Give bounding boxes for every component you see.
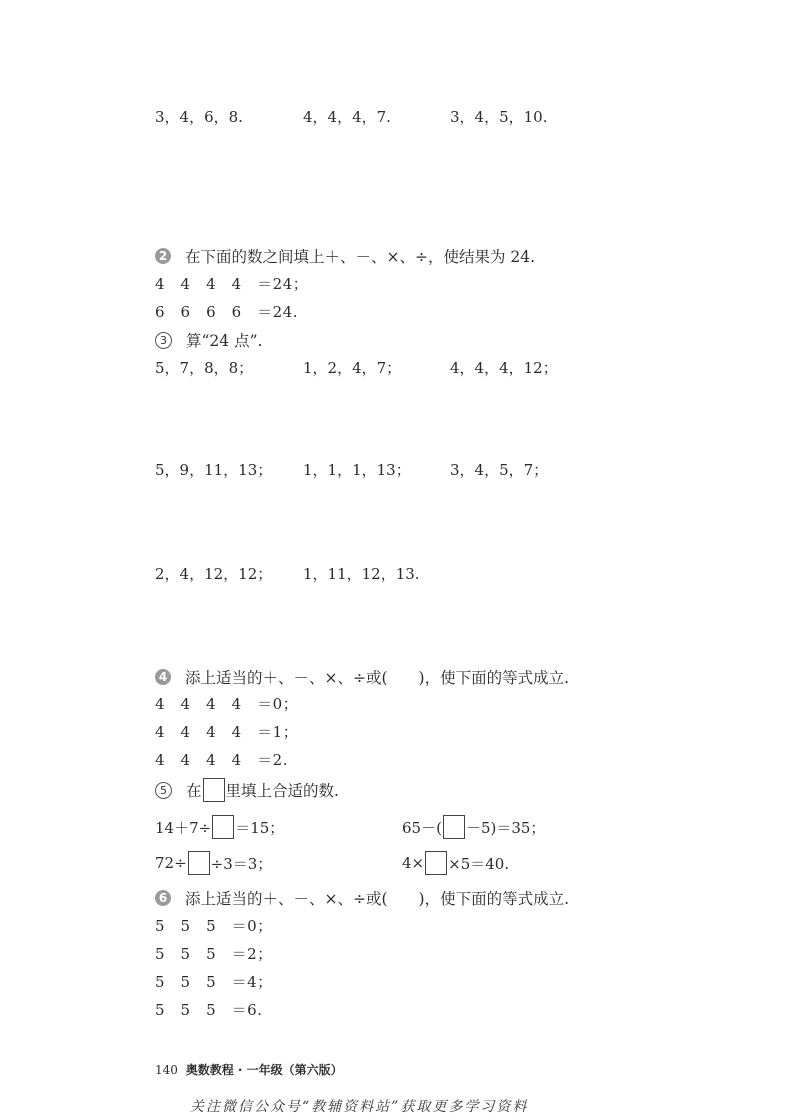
q5-equation-3	[155, 851, 272, 875]
eq2-answer-box[interactable]	[443, 815, 465, 839]
q3-set-5: 1，1，1，13；	[303, 461, 411, 479]
eq2-left: 65－(	[402, 818, 442, 837]
q4-row-2: 4 4 4 4 ＝1；	[155, 723, 299, 741]
q5-equation-4	[402, 851, 509, 875]
q6-row-4: 5 5 5 ＝6.	[155, 1001, 263, 1019]
q3-set-3: 4，4，4，12；	[450, 359, 558, 377]
q4-row-3: 4 4 4 4 ＝2.	[155, 751, 288, 769]
question-3-text: 算“24 点”.	[186, 332, 263, 350]
q2-row-1: 4 4 4 4 ＝24；	[155, 275, 309, 293]
question-5-pre: 在	[186, 782, 202, 800]
top-set-3: 3，4，5，10.	[450, 108, 548, 126]
q3-set-7: 2，4，12，12；	[155, 565, 273, 583]
eq4-left: 4×	[402, 854, 425, 872]
question-number-2: 2	[155, 248, 171, 264]
eq3-answer-box[interactable]	[188, 851, 210, 875]
q3-set-2: 1，2，4，7；	[303, 359, 402, 377]
q6-row-1: 5 5 5 ＝0；	[155, 917, 273, 935]
watermark-text: 关注微信公众号“教辅资料站”获取更多学习资料	[190, 1099, 529, 1115]
q3-set-4: 5，9，11，13；	[155, 461, 273, 479]
question-6-text: 添上适当的＋、－、×、÷或( )，使下面的等式成立.	[185, 890, 569, 908]
q6-row-2: 5 5 5 ＝2；	[155, 945, 273, 963]
eq2-right: －5)＝35；	[465, 818, 546, 837]
question-4-text: 添上适当的＋、－、×、÷或( )，使下面的等式成立.	[185, 669, 569, 687]
page-number: 140	[155, 1063, 178, 1077]
eq3-right: ÷3＝3；	[210, 854, 273, 873]
question-2	[155, 245, 535, 267]
book-title: 奥数教程 · 一年级（第六版）	[185, 1063, 343, 1077]
question-number-5: 5	[155, 782, 172, 799]
answer-box[interactable]	[203, 778, 225, 802]
question-6	[155, 887, 569, 909]
q4-row-1: 4 4 4 4 ＝0；	[155, 695, 299, 713]
eq1-answer-box[interactable]	[212, 815, 234, 839]
eq1-right: ＝15；	[235, 818, 285, 837]
q5-equation-1	[155, 815, 284, 839]
question-2-text: 在下面的数之间填上＋、－、×、÷，使结果为 24.	[185, 248, 536, 266]
page-footer	[155, 1061, 343, 1078]
q2-row-2: 6 6 6 6 ＝24.	[155, 303, 299, 321]
question-number-3: 3	[155, 332, 172, 349]
question-3	[155, 329, 262, 351]
top-set-2: 4，4，4，7.	[303, 108, 391, 126]
q3-set-6: 3，4，5，7；	[450, 461, 549, 479]
q5-equation-2	[402, 815, 545, 839]
eq3-left: 72÷	[155, 854, 187, 872]
question-number-6: 6	[155, 890, 171, 906]
question-4	[155, 666, 569, 688]
q6-row-3: 5 5 5 ＝4；	[155, 973, 273, 991]
q3-set-1: 5，7，8，8；	[155, 359, 254, 377]
eq4-right: ×5＝40.	[448, 854, 510, 873]
question-5	[155, 778, 339, 802]
eq1-left: 14＋7÷	[155, 818, 212, 837]
question-5-post: 里填上合适的数.	[225, 782, 339, 800]
top-set-1: 3，4，6，8.	[155, 108, 243, 126]
q3-set-8: 1，11，12，13.	[303, 565, 420, 583]
question-number-4: 4	[155, 669, 171, 685]
eq4-answer-box[interactable]	[425, 851, 447, 875]
